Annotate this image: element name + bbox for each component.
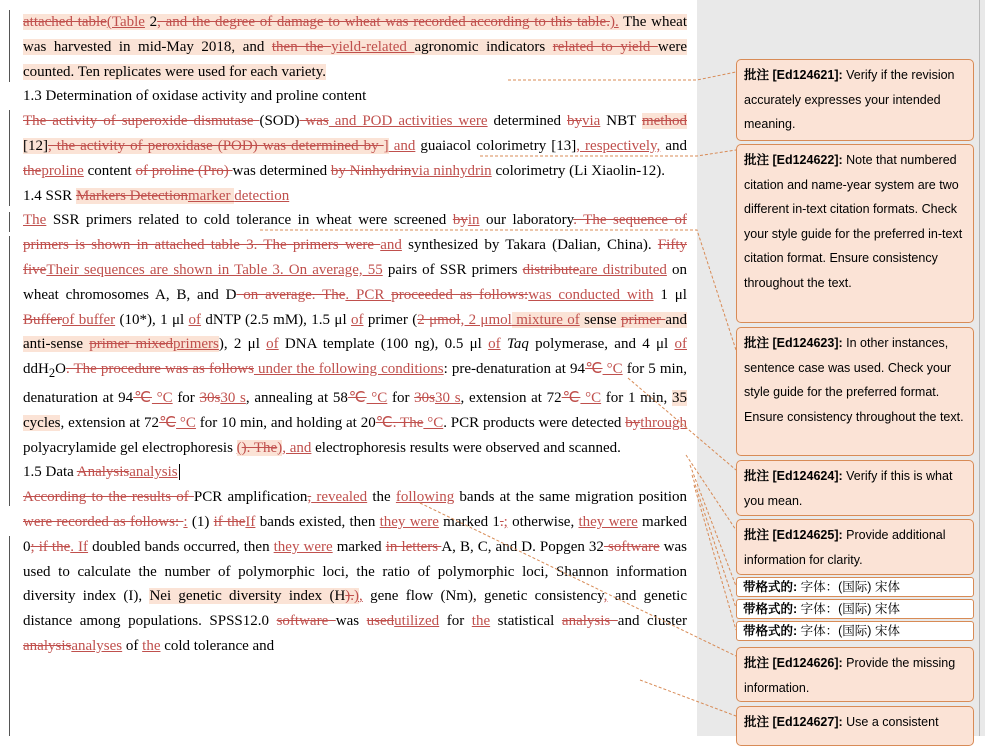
change-bar (9, 10, 10, 82)
heading-1-4[interactable]: 1.4 SSR Markers Detectionmarker detection (23, 187, 290, 204)
document-body[interactable] (23, 10, 687, 659)
paragraph-oxidase[interactable]: The activity of superoxide dismutase (SOD) was and POD activities were determined byvia NBT method [12], the activity of peroxidase (POD) was determined by ] and guaiacol colorimetry [13], respectively, and theproline content of proline (Pro) was determined by Ninhydrinvia ninhydrin colorimetry (Li Xiaolin-12). (23, 113, 687, 179)
comment-ed124622[interactable]: 批注 [Ed124622]: Note that numbered citation and name-year system are two different in-text citation formats. Check your style guide for the preferred in-text citation format. Ensure consistency throughout the text. (736, 144, 974, 323)
format-note[interactable]: 带格式的: 字体：(国际) 宋体 (736, 621, 974, 641)
change-bar (9, 536, 10, 736)
change-bar (9, 212, 10, 232)
paragraph-ssr[interactable]: The SSR primers related to cold tolerance in wheat were screened byin our laboratory. The sequence of primers is shown in attached table 3. The primers were and synthesized by Takara (Dalian, China). Fifty fiveTheir sequences are shown in Table 3. On average, 55 pairs of SSR primers distributeare distributed on wheat chromosomes A, B, and D on average. The. PCR proceeded as follows:was conducted with 1 μl Bufferof buffer (10*), 1 μl of dNTP (2.5 mM), 1.5 μl of primer (2 μmol, 2 μmol mixture of sense primer and anti-sense primer mixedprimers), 2 μl of DNA template (100 ng), 0.5 μl of Taq polymerase, and 4 μl of ddH$_2$O. The procedure was as follows under the following conditions: pre-denaturation at 94℃ °C for 5 min, denaturation at 94℃ °C for 30s30 s, annealing at 58℃ °C for 30s30 s, extension at 72℃ °C for 1 min, 35 cycles, extension at 72℃ °C for 10 min, and holding at 20℃. The °C. PCR products were detected bythrough polyacrylamide gel electrophoresis (). The), and electrophoresis results were observed and scanned. (23, 212, 688, 456)
text-cursor (179, 464, 180, 480)
pane-edge (979, 0, 980, 736)
comment-ed124625[interactable]: 批注 [Ed124625]: Provide additional information for clarity. (736, 519, 974, 575)
heading-1-3[interactable]: 1.3 Determination of oxidase activity and proline content (23, 88, 367, 105)
comment-ed124627[interactable]: 批注 [Ed124627]: Use a consistent (736, 706, 974, 746)
change-bar (9, 110, 10, 206)
comment-ed124621[interactable]: 批注 [Ed124621]: Verify if the revision accurately expresses your intended meaning. (736, 59, 974, 141)
heading-1-5[interactable]: 1.5 Data Analysisanalysis (23, 464, 178, 481)
change-bar (9, 236, 10, 506)
comment-ed124623[interactable]: 批注 [Ed124623]: In other instances, sentence case was used. Check your style guide for the preferred format. Ensure consistency throughout the text. (736, 327, 974, 456)
comment-ed124626[interactable]: 批注 [Ed124626]: Provide the missing information. (736, 647, 974, 702)
format-note[interactable]: 带格式的: 字体：(国际) 宋体 (736, 577, 974, 597)
comment-ed124624[interactable]: 批注 [Ed124624]: Verify if this is what you mean. (736, 460, 974, 516)
paragraph-data-analysis[interactable]: According to the results of PCR amplification, revealed the following bands at the same migration position were recorded as follows: : (1) if theIf bands existed, then they were marked 1.; otherwise, they were marked 0; if the. If doubled bands occurred, then they were marked in letters A, B, C, and D. Popgen 32 software was used to calculate the number of polymorphic loci, the ratio of polymorphic loci, Shannon information diversity index (I), Nei genetic diversity index (H).), gene flow (Nm), genetic consistency, and genetic distance among populations. SPSS12.0 software was usedutilized for the statistical analysis and cluster analysisanalyses of the cold tolerance and (23, 489, 688, 654)
paragraph-harvest[interactable]: attached table(Table 2, and the degree of damage to wheat was recorded according to this table.). The wheat was harvested in mid-May 2018, and then the yield-related agronomic indicators related to yield were counted. Ten replicates were used for each variety. (23, 14, 688, 80)
format-note[interactable]: 带格式的: 字体：(国际) 宋体 (736, 599, 974, 619)
